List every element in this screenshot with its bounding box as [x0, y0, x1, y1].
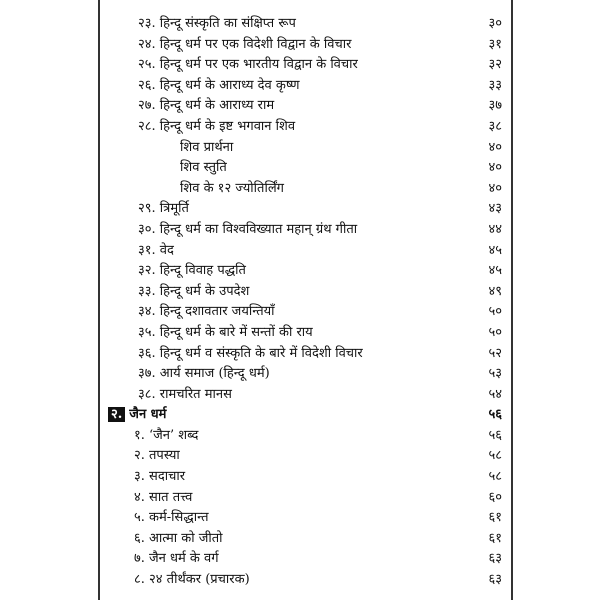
toc-entry	[0, 55, 600, 76]
entry-page: ४५	[488, 242, 502, 258]
entry-page: ६१	[488, 530, 502, 546]
entry-title: ३२. हिन्दू विवाह पद्धति	[138, 263, 246, 279]
entry-page: ६३	[488, 572, 502, 588]
toc-subentry	[0, 179, 600, 200]
entry-page: ३८	[488, 118, 502, 134]
entry-title: १. ‘जैन’ शब्द	[134, 427, 199, 443]
entry-page: ४९	[488, 283, 502, 299]
entry-title: २६. हिन्दू धर्म के आराध्य देव कृष्ण	[138, 77, 300, 93]
toc-entry	[0, 446, 600, 467]
entry-title: ३०. हिन्दू धर्म का विश्वविख्यात महान् ग्रंथ गीता	[138, 221, 358, 237]
entry-page: ३७	[488, 98, 502, 114]
entry-title: २. तपस्या	[134, 448, 180, 464]
toc-entry	[0, 323, 600, 344]
entry-page: ५०	[488, 304, 502, 320]
section-page: ५६	[488, 407, 502, 423]
entry-page: ५२	[488, 345, 502, 361]
entry-title: शिव स्तुति	[180, 160, 227, 176]
section-number-badge: २.	[108, 407, 125, 422]
section-heading	[0, 405, 600, 426]
entry-title: ३७. आर्य समाज (हिन्दू धर्म)	[138, 366, 270, 382]
toc-entry	[0, 302, 600, 323]
entry-title: शिव प्रार्थना	[180, 139, 234, 155]
entry-title: ७. जैन धर्म के वर्ग	[134, 551, 219, 567]
toc-entry	[0, 76, 600, 97]
table-of-contents	[0, 14, 600, 591]
entry-title: ६. आत्मा को जीतो	[134, 530, 223, 546]
entry-title: ३६. हिन्दू धर्म व संस्कृति के बारे में विदेशी विचार	[138, 345, 363, 361]
toc-subentry	[0, 158, 600, 179]
toc-entry	[0, 344, 600, 365]
toc-entry	[0, 570, 600, 591]
entry-title: २५. हिन्दू धर्म पर एक भारतीय विद्वान के विचार	[138, 57, 358, 73]
entry-page: ४०	[488, 139, 502, 155]
entry-page: ३३	[488, 77, 502, 93]
entry-page: ५४	[488, 386, 502, 402]
entry-title: ३५. हिन्दू धर्म के बारे में सन्तों की राय	[138, 324, 313, 340]
entry-title: ८. २४ तीर्थंकर (प्रचारक)	[134, 572, 250, 588]
toc-entry	[0, 241, 600, 262]
toc-entry	[0, 508, 600, 529]
toc-entry	[0, 96, 600, 117]
entry-title: ५. कर्म-सिद्धान्त	[134, 510, 209, 526]
entry-title: शिव के १२ ज्योतिर्लिंग	[180, 180, 284, 196]
entry-title: २८. हिन्दू धर्म के इष्ट भगवान शिव	[138, 118, 296, 134]
toc-entry	[0, 261, 600, 282]
entry-page: ४०	[488, 160, 502, 176]
entry-page: ४४	[488, 221, 502, 237]
entry-page: ४५	[488, 263, 502, 279]
entry-title: २७. हिन्दू धर्म के आराध्य राम	[138, 98, 275, 114]
entry-page: ४०	[488, 180, 502, 196]
entry-page: ३१	[488, 36, 502, 52]
toc-entry	[0, 549, 600, 570]
toc-entry	[0, 529, 600, 550]
toc-entry	[0, 488, 600, 509]
section-title: जैन धर्म	[129, 407, 167, 423]
entry-title: २३. हिन्दू संस्कृति का संक्षिप्त रूप	[138, 16, 296, 31]
entry-page: ५३	[488, 366, 502, 382]
toc-entry	[0, 35, 600, 56]
entry-title: २९. त्रिमूर्ति	[138, 201, 189, 217]
entry-title: ३३. हिन्दू धर्म के उपदेश	[138, 283, 250, 299]
entry-page: ५८	[488, 448, 502, 464]
toc-entry	[0, 282, 600, 303]
toc-entry	[0, 199, 600, 220]
toc-subentry	[0, 138, 600, 159]
entry-page: ५०	[488, 324, 502, 340]
entry-title: ३. सदाचार	[134, 469, 186, 485]
entry-title: ३४. हिन्दू दशावतार जयन्तियाँ	[138, 304, 275, 320]
toc-entry	[0, 385, 600, 406]
entry-page: ६१	[488, 510, 502, 526]
toc-entry	[0, 364, 600, 385]
entry-title: ४. सात तत्त्व	[134, 489, 193, 505]
toc-entry	[0, 14, 600, 35]
toc-entry	[0, 467, 600, 488]
entry-page: ६३	[488, 551, 502, 567]
entry-title: ३१. वेद	[138, 242, 174, 258]
entry-page: ६०	[488, 489, 502, 505]
toc-entry	[0, 426, 600, 447]
entry-page: ३०	[488, 16, 502, 31]
entry-page: ४३	[488, 201, 502, 217]
entry-title: २४. हिन्दू धर्म पर एक विदेशी विद्वान के विचार	[138, 36, 352, 52]
entry-page: ५६	[488, 427, 502, 443]
entry-page: ३२	[488, 57, 502, 73]
entry-page: ५८	[488, 469, 502, 485]
toc-entry	[0, 117, 600, 138]
entry-title: ३८. रामचरित मानस	[138, 386, 232, 402]
toc-entry	[0, 220, 600, 241]
